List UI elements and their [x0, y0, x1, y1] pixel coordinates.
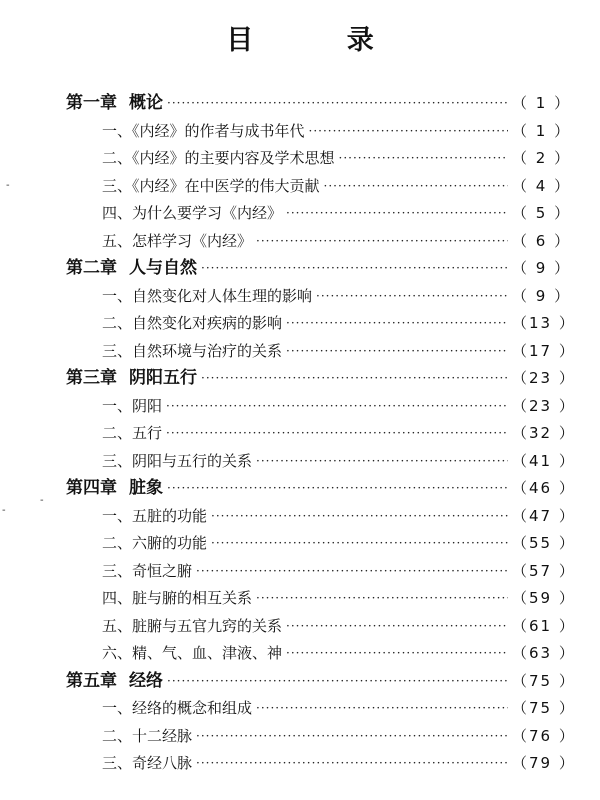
section-title: 三、阴阳与五行的关系	[102, 451, 253, 470]
page-number: （ 1 ）	[512, 94, 572, 112]
page-number: （23 ）	[512, 369, 576, 387]
toc-chapter-row[interactable]	[66, 668, 576, 694]
dot-leader	[286, 345, 508, 357]
chapter-number: 第一章	[66, 93, 117, 113]
section-title: 三、奇恒之腑	[102, 561, 193, 580]
chapter-number: 第五章	[66, 670, 117, 691]
toc-section-row[interactable]	[102, 503, 576, 529]
section-title: 二、《内经》的主要内容及学术思想	[102, 149, 335, 167]
page-number: （ 2 ）	[512, 149, 572, 167]
page-title: 目 录	[226, 25, 416, 56]
dot-leader	[201, 262, 508, 274]
toc-section-row[interactable]	[102, 723, 576, 749]
dot-leader	[256, 702, 508, 714]
toc-section-row[interactable]	[102, 118, 572, 144]
dot-leader	[286, 207, 508, 219]
toc-section-row[interactable]	[102, 448, 576, 474]
dot-leader	[339, 152, 508, 164]
toc-section-row[interactable]	[102, 200, 572, 226]
section-title: 三、《内经》在中医学的伟大贡献	[102, 176, 320, 195]
dot-leader	[286, 620, 508, 632]
toc-section-row[interactable]	[102, 530, 576, 556]
dot-leader	[286, 647, 508, 659]
toc-section-row[interactable]	[102, 173, 572, 199]
page-number: （41 ）	[512, 451, 576, 470]
chapter-number: 第三章	[66, 368, 117, 388]
page-number: （ 4 ）	[512, 176, 572, 195]
toc-chapter-row[interactable]	[66, 475, 576, 501]
section-title: 一、自然变化对人体生理的影响	[102, 286, 313, 305]
dot-leader	[196, 757, 508, 769]
dot-leader	[309, 125, 508, 137]
chapter-title: 人与自然	[129, 258, 197, 278]
section-title: 一、《内经》的作者与成书年代	[102, 121, 305, 140]
dot-leader	[256, 235, 508, 247]
dot-leader	[167, 675, 508, 687]
toc-section-row[interactable]	[102, 338, 576, 364]
section-title: 六、精、气、血、津液、神	[102, 644, 283, 662]
dot-leader	[196, 730, 508, 742]
toc-section-row[interactable]	[102, 613, 576, 639]
page-number: （ 5 ）	[512, 204, 572, 222]
chapter-title: 经络	[129, 670, 163, 691]
chapter-number: 第二章	[66, 258, 117, 278]
page-number: （32 ）	[512, 424, 576, 442]
page-number: （ 6 ）	[512, 231, 572, 250]
toc-section-row[interactable]	[102, 750, 576, 776]
page-number: （75 ）	[512, 671, 576, 690]
page-number: （ 9 ）	[512, 286, 572, 305]
toc-section-row[interactable]	[102, 393, 576, 419]
page-number: （47 ）	[512, 506, 576, 525]
toc-section-row[interactable]	[102, 310, 576, 336]
dot-leader	[324, 180, 508, 192]
section-title: 四、为什么要学习《内经》	[102, 204, 283, 222]
section-title: 五、脏腑与五官九窍的关系	[102, 616, 283, 635]
dot-leader	[166, 427, 508, 439]
page-number: （17 ）	[512, 341, 576, 360]
page-number: （59 ）	[512, 589, 576, 607]
section-title: 二、自然变化对疾病的影响	[102, 314, 283, 332]
section-title: 五、怎样学习《内经》	[102, 231, 253, 250]
section-title: 二、十二经脉	[102, 726, 193, 745]
dot-leader	[167, 97, 508, 109]
dot-leader	[286, 317, 508, 329]
chapter-title: 阴阳五行	[129, 368, 197, 388]
toc-chapter-row[interactable]	[66, 90, 572, 116]
margin-dash-mark: -	[2, 505, 6, 516]
toc-section-row[interactable]	[102, 420, 576, 446]
toc-section-row[interactable]	[102, 640, 576, 666]
page-number: （ 1 ）	[512, 121, 572, 140]
section-title: 三、自然环境与治疗的关系	[102, 341, 283, 360]
chapter-title: 脏象	[129, 478, 163, 498]
toc-chapter-row[interactable]	[66, 255, 572, 281]
section-title: 二、六腑的功能	[102, 534, 208, 552]
section-title: 三、奇经八脉	[102, 754, 193, 772]
page-number: （ 9 ）	[512, 259, 572, 277]
page-number: （63 ）	[512, 644, 576, 662]
page-number: （23 ）	[512, 396, 576, 415]
toc-section-row[interactable]	[102, 228, 572, 254]
chapter-title: 概论	[129, 93, 163, 113]
page-number: （61 ）	[512, 616, 576, 635]
section-title: 一、五脏的功能	[102, 506, 208, 525]
page-number: （55 ）	[512, 534, 576, 552]
dot-leader	[166, 400, 508, 412]
margin-dash-mark: -	[40, 495, 44, 506]
page-number: （13 ）	[512, 314, 576, 332]
dot-leader	[211, 537, 508, 549]
section-title: 二、五行	[102, 424, 163, 442]
section-title: 一、经络的概念和组成	[102, 699, 253, 717]
page-number: （75 ）	[512, 699, 576, 717]
toc-section-row[interactable]	[102, 585, 576, 611]
page-number: （79 ）	[512, 754, 576, 772]
dot-leader	[211, 510, 508, 522]
dot-leader	[196, 565, 508, 577]
toc-chapter-row[interactable]	[66, 365, 576, 391]
page-number: （57 ）	[512, 561, 576, 580]
margin-dash-mark: -	[6, 180, 10, 191]
chapter-number: 第四章	[66, 478, 117, 498]
dot-leader	[316, 290, 508, 302]
toc-section-row[interactable]	[102, 695, 576, 721]
toc-section-row[interactable]	[102, 145, 572, 171]
section-title: 一、阴阳	[102, 396, 163, 415]
section-title: 四、脏与腑的相互关系	[102, 589, 253, 607]
page-number: （76 ）	[512, 726, 576, 745]
dot-leader	[167, 482, 508, 494]
toc-section-row[interactable]	[102, 283, 572, 309]
toc-section-row[interactable]	[102, 558, 576, 584]
page-number: （46 ）	[512, 479, 576, 497]
dot-leader	[256, 592, 508, 604]
dot-leader	[201, 372, 508, 384]
dot-leader	[256, 455, 508, 467]
